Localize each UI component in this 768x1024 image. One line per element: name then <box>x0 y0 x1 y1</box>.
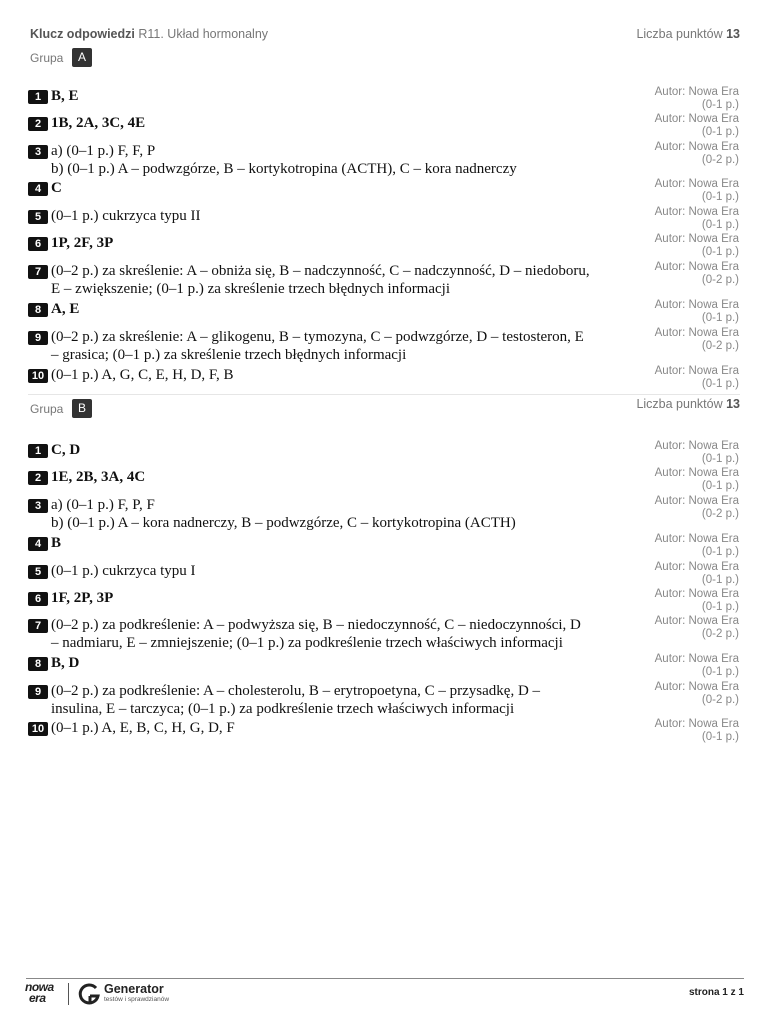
author-label: Autor: Nowa Era <box>654 178 739 190</box>
answer-meta <box>655 588 739 614</box>
answer-text <box>51 329 641 364</box>
author-label: Autor: Nowa Era <box>654 561 739 573</box>
answer-meta <box>655 261 739 287</box>
points-range: (0-1 p.) <box>701 546 739 558</box>
answer-meta <box>655 615 739 641</box>
answer-line: (0–2 p.) za skreślenie: A – obniża się, B – nadczynność, C – nadczynność, D – niedoboru, <box>51 263 590 279</box>
answer-meta <box>655 365 739 391</box>
document-header <box>30 27 740 43</box>
answer-line: B, E <box>51 88 79 104</box>
answer-meta <box>655 327 739 353</box>
answer-text <box>51 143 641 178</box>
group-badge: A <box>72 48 92 67</box>
answer-meta <box>655 299 739 325</box>
answer-text <box>51 720 641 738</box>
question-number-badge: 8 <box>28 303 48 317</box>
author-label: Autor: Nowa Era <box>654 718 739 730</box>
author-label: Autor: Nowa Era <box>654 86 739 98</box>
question-number-badge: 2 <box>28 117 48 131</box>
answer-meta <box>655 561 739 587</box>
answer-meta <box>655 141 739 167</box>
answer-line: E – zwiększenie; (0–1 p.) za skreślenie trzech błędnych informacji <box>51 280 451 297</box>
question-number-badge: 9 <box>28 685 48 699</box>
answer-line: (0–2 p.) za podkreślenie: A – cholesterolu, B – erytropoetyna, C – przysadkę, D – <box>51 683 541 699</box>
answer-meta <box>655 681 739 707</box>
answer-meta <box>655 233 739 259</box>
points-range: (0-1 p.) <box>701 126 739 138</box>
answer-text <box>51 180 641 198</box>
question-number-badge: 6 <box>28 237 48 251</box>
answer-line: (0–2 p.) za skreślenie: A – glikogenu, B – tymozyna, C – podwzgórze, D – testosteron, E <box>51 329 584 345</box>
points-range: (0-2 p.) <box>701 694 739 706</box>
points-range: (0-1 p.) <box>701 312 739 324</box>
question-number-badge: 8 <box>28 657 48 671</box>
document-title-bold: Klucz odpowiedzi <box>30 27 135 41</box>
answer-text <box>51 263 641 298</box>
total-points-label: Liczba punktów <box>636 27 723 41</box>
author-label: Autor: Nowa Era <box>654 588 739 600</box>
logo-line-2: era <box>29 991 46 1005</box>
page-number: strona 1 z 1 <box>688 987 744 998</box>
author-label: Autor: Nowa Era <box>654 615 739 627</box>
answer-text <box>51 88 641 106</box>
group-divider <box>28 394 740 395</box>
points-range: (0-1 p.) <box>701 574 739 586</box>
answer-meta <box>655 653 739 679</box>
group-label: Grupa <box>30 51 64 65</box>
group-b-header <box>30 399 740 419</box>
answer-line: – nadmiaru, E – zmniejszenie; (0–1 p.) za podkreślenie trzech właściwych informacji <box>51 634 563 651</box>
author-label: Autor: Nowa Era <box>654 653 739 665</box>
group-points-value: 13 <box>726 397 740 411</box>
author-label: Autor: Nowa Era <box>654 113 739 125</box>
answer-text <box>51 655 641 673</box>
author-label: Autor: Nowa Era <box>654 533 739 545</box>
question-number-badge: 4 <box>28 537 48 551</box>
question-number-badge: 2 <box>28 471 48 485</box>
question-number-badge: 1 <box>28 90 48 104</box>
answer-line: 1E, 2B, 3A, 4C <box>51 469 146 485</box>
question-number-badge: 1 <box>28 444 48 458</box>
answer-line: B <box>51 535 62 551</box>
group-label: Grupa <box>30 402 64 416</box>
document-title <box>30 27 268 41</box>
points-range: (0-1 p.) <box>701 666 739 678</box>
generator-title: Generator <box>104 982 164 996</box>
author-label: Autor: Nowa Era <box>654 681 739 693</box>
question-number-badge: 6 <box>28 592 48 606</box>
answer-text <box>51 590 641 608</box>
points-range: (0-1 p.) <box>701 480 739 492</box>
total-points-value: 13 <box>726 27 740 41</box>
author-label: Autor: Nowa Era <box>654 467 739 479</box>
answer-line: insulina, E – tarczyca; (0–1 p.) za podkreślenie trzech właściwych informacji <box>51 700 515 717</box>
answer-line: a) (0–1 p.) F, P, F <box>51 497 155 513</box>
answer-text <box>51 563 641 581</box>
group-badge: B <box>72 399 92 418</box>
points-range: (0-1 p.) <box>701 99 739 111</box>
answer-line: a) (0–1 p.) F, F, P <box>51 143 156 159</box>
answer-meta <box>655 86 739 112</box>
answer-line: – grasica; (0–1 p.) za skreślenie trzech błędnych informacji <box>51 346 407 363</box>
answer-text <box>51 617 641 652</box>
author-label: Autor: Nowa Era <box>654 233 739 245</box>
author-label: Autor: Nowa Era <box>654 299 739 311</box>
answer-text <box>51 497 641 532</box>
answer-text <box>51 367 641 385</box>
points-range: (0-2 p.) <box>701 628 739 640</box>
answer-line: 1F, 2P, 3P <box>51 590 114 606</box>
group-a-header <box>30 48 740 68</box>
group-b-points <box>30 397 740 411</box>
answer-meta <box>655 718 739 744</box>
answer-text <box>51 442 641 460</box>
answer-line: (0–1 p.) cukrzyca typu II <box>51 208 201 224</box>
answer-text <box>51 235 641 253</box>
author-label: Autor: Nowa Era <box>654 141 739 153</box>
logo-line-1: nowa <box>25 980 54 994</box>
answer-line: 1B, 2A, 3C, 4E <box>51 115 146 131</box>
answer-line: 1P, 2F, 3P <box>51 235 114 251</box>
group-points-label: Liczba punktów <box>636 397 723 411</box>
points-range: (0-1 p.) <box>701 601 739 613</box>
points-range: (0-1 p.) <box>701 453 739 465</box>
points-range: (0-2 p.) <box>701 340 739 352</box>
footer-separator <box>68 983 69 1005</box>
answer-meta <box>655 533 739 559</box>
answer-line: B, D <box>51 655 80 671</box>
answer-line: (0–2 p.) za podkreślenie: A – podwyższa się, B – niedoczynność, C – niedoczynności, D <box>51 617 581 633</box>
question-number-badge: 10 <box>28 722 48 736</box>
points-range: (0-2 p.) <box>701 274 739 286</box>
author-label: Autor: Nowa Era <box>654 327 739 339</box>
author-label: Autor: Nowa Era <box>654 261 739 273</box>
author-label: Autor: Nowa Era <box>654 365 739 377</box>
answer-meta <box>655 178 739 204</box>
answer-line: (0–1 p.) A, E, B, C, H, G, D, F <box>51 720 235 736</box>
answer-text <box>51 469 641 487</box>
answer-meta <box>655 206 739 232</box>
footer-divider <box>26 978 744 979</box>
answer-line: b) (0–1 p.) A – podwzgórze, B – kortykotropina (ACTH), C – kora nadnerczy <box>51 160 517 177</box>
generator-logo-icon <box>77 982 101 1006</box>
answer-text <box>51 208 641 226</box>
question-number-badge: 4 <box>28 182 48 196</box>
author-label: Autor: Nowa Era <box>654 495 739 507</box>
answer-meta <box>655 467 739 493</box>
question-number-badge: 9 <box>28 331 48 345</box>
answer-text <box>51 535 641 553</box>
question-number-badge: 7 <box>28 265 48 279</box>
generator-subtitle: testów i sprawdzianów <box>104 996 170 1003</box>
answer-line: b) (0–1 p.) A – kora nadnerczy, B – podwzgórze, C – kortykotropina (ACTH) <box>51 514 516 531</box>
answer-meta <box>655 495 739 521</box>
points-range: (0-2 p.) <box>701 154 739 166</box>
author-label: Autor: Nowa Era <box>654 440 739 452</box>
answer-line: A, E <box>51 301 80 317</box>
answer-text <box>51 301 641 319</box>
document-title-rest: R11. Układ hormonalny <box>138 27 269 41</box>
answer-line: (0–1 p.) cukrzyca typu I <box>51 563 196 579</box>
question-number-badge: 10 <box>28 369 48 383</box>
answer-line: C, D <box>51 442 81 458</box>
question-number-badge: 5 <box>28 210 48 224</box>
points-range: (0-1 p.) <box>701 378 739 390</box>
answer-line: (0–1 p.) A, G, C, E, H, D, F, B <box>51 367 234 383</box>
answer-meta <box>655 113 739 139</box>
answer-line: C <box>51 180 62 196</box>
total-points <box>636 27 740 41</box>
question-number-badge: 3 <box>28 499 48 513</box>
points-range: (0-1 p.) <box>701 219 739 231</box>
answer-text <box>51 115 641 133</box>
question-number-badge: 5 <box>28 565 48 579</box>
question-number-badge: 7 <box>28 619 48 633</box>
points-range: (0-1 p.) <box>701 731 739 743</box>
question-number-badge: 3 <box>28 145 48 159</box>
points-range: (0-2 p.) <box>701 508 739 520</box>
answer-text <box>51 683 641 718</box>
author-label: Autor: Nowa Era <box>654 206 739 218</box>
points-range: (0-1 p.) <box>701 191 739 203</box>
nowa-era-logo <box>25 982 61 1008</box>
answer-meta <box>655 440 739 466</box>
points-range: (0-1 p.) <box>701 246 739 258</box>
